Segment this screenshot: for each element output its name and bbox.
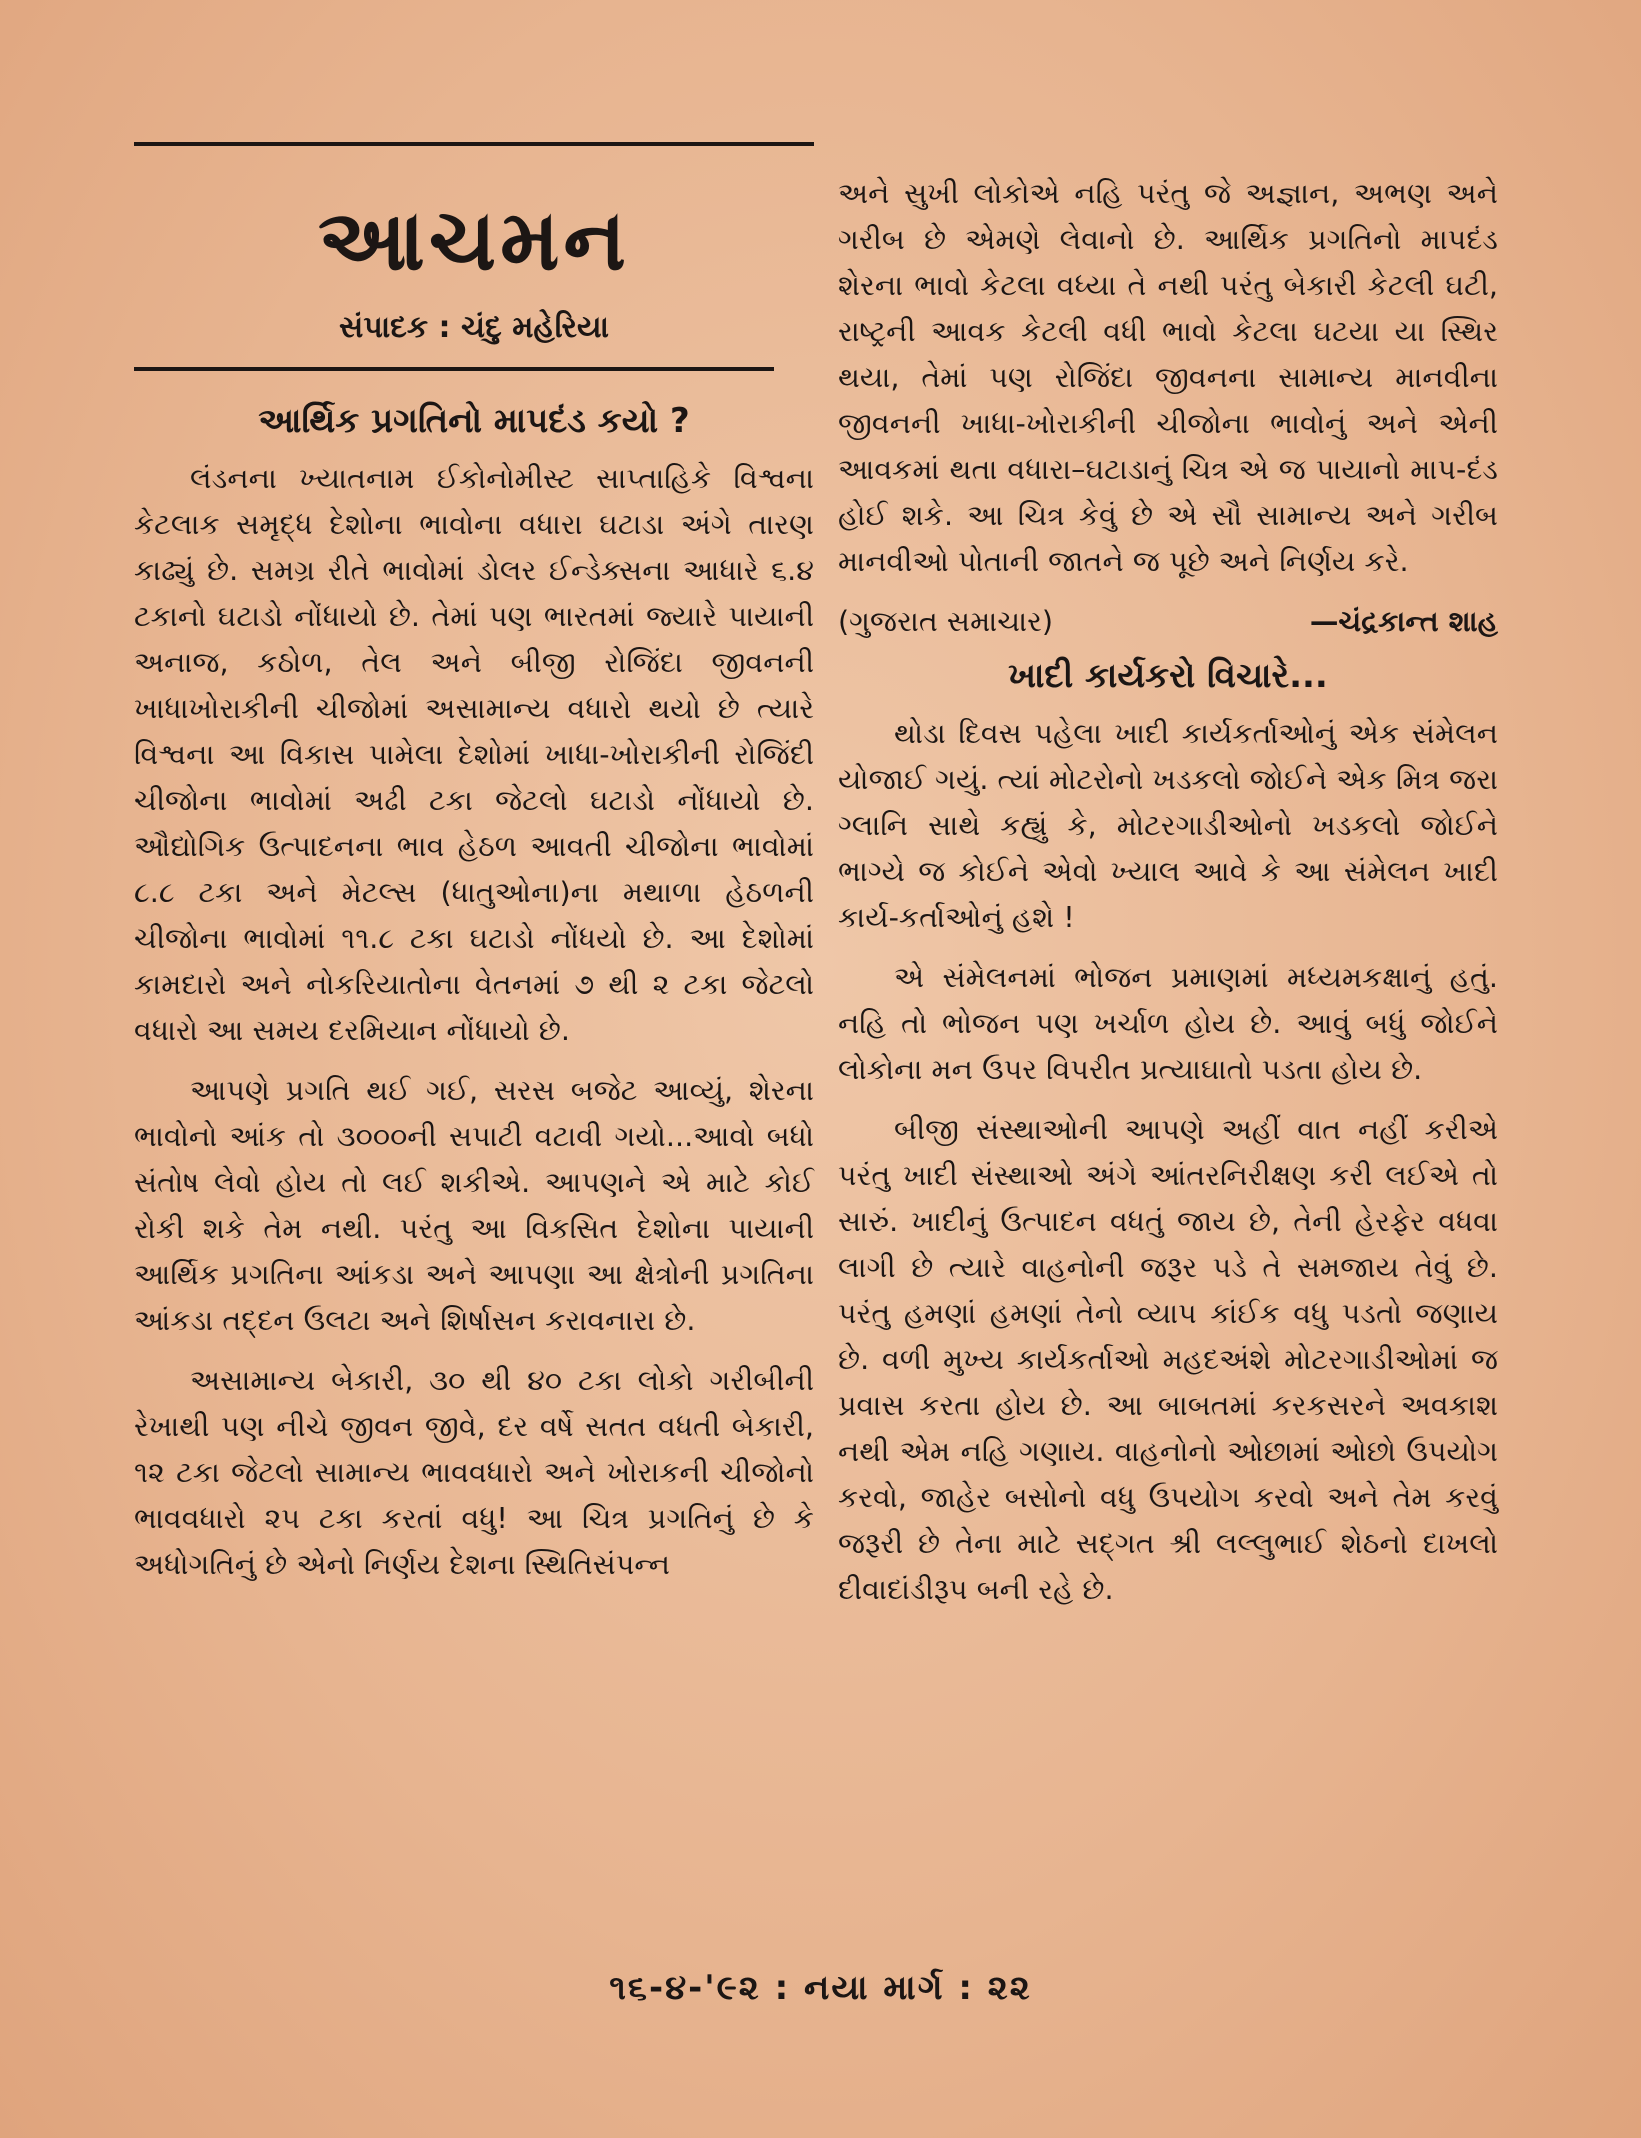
masthead — [134, 190, 814, 345]
article1-continued-paragraph: અને સુખી લોકોએ નહિ પરંતુ જે અજ્ઞાન, અભણ અને ગરીબ છે એમણે લેવાનો છે. આર્થિક પ્રગતિનો માપદંડ શેરના ભાવો કેટલા વધ્યા તે નથી પરંતુ બેકારી કેટલી ઘટી, રાષ્ટ્રની આવક કેટલી વધી ભાવો કેટલા ઘટયા યા સ્થિર થયા, તેમાં પણ રોજિંદા જીવનના સામાન્ય માનવીના જીવનની ખાધા-ખોરાકીની ચીજોના ભાવોનું અને એની આવકમાં થતા વધારા–ઘટાડાનું ચિત્ર એ જ પાયાનો માપ-દંડ હોઈ શકે. આ ચિત્ર કેવું છે એ સૌ સામાન્ય અને ગરીબ માનવીઓ પોતાની જાતને જ પૂછે અને નિર્ણય કરે. — [838, 176, 1498, 578]
page-footer: ૧૬-૪-'૯૨ : નયા માર્ગ : ૨૨ — [609, 1968, 1032, 2008]
left-column — [134, 142, 814, 1601]
article1-paragraph: અસામાન્ય બેકારી, ૩૦ થી ૪૦ ટકા લોકો ગરીબીની રેખાથી પણ નીચે જીવન જીવે, દર વર્ષે સતત વધતી બેકારી, ૧૨ ટકા જેટલો સામાન્ય ભાવવધારો અને ખોરાકની ચીજોનો ભાવવધારો ૨૫ ટકા કરતાં વધુ! આ ચિત્ર પ્રગતિનું છે કે અધોગતિનું છે એનો નિર્ણય દેશના સ્થિતિસંપન્ન — [134, 1363, 814, 1581]
article2-paragraph: એ સંમેલનમાં ભોજન પ્રમાણમાં મધ્યમકક્ષાનું હતું. નહિ તો ભોજન પણ ખર્ચાળ હોય છે. આવું બધું જોઈને લોકોના મન ઉપર વિપરીત પ્રત્યાઘાતો પડતા હોય છે. — [838, 960, 1498, 1086]
article1-paragraph: આપણે પ્રગતિ થઈ ગઈ, સરસ બજેટ આવ્યું, શેરના ભાવોનો આંક તો ૩૦૦૦ની સપાટી વટાવી ગયો...આવો બધો સંતોષ લેવો હોય તો લઈ શકીએ. આપણને એ માટે કોઈ રોકી શકે તેમ નથી. પરંતુ આ વિકસિત દેશોના પાયાની આર્થિક પ્રગતિના આંકડા અને આપણા આ ક્ષેત્રોની પ્રગતિના આંકડા તદ્દન ઉલટા અને શિર્ષાસન કરાવનારા છે. — [134, 1073, 814, 1337]
column-title: આચમન — [318, 190, 630, 289]
right-column — [838, 170, 1498, 1626]
top-rule — [134, 142, 814, 146]
article1-credit — [838, 598, 1498, 644]
editor-credit: સંપાદક : ચંદુ મહેરિયા — [339, 310, 609, 345]
article1-heading: આર્થિક પ્રગતિનો માપદંડ કયો ? — [258, 401, 690, 441]
article2-heading: ખાદી કાર્યકરો વિચારે... — [1008, 656, 1328, 696]
article2-paragraph: બીજી સંસ્થાઓની આપણે અહીં વાત નહીં કરીએ પરંતુ ખાદી સંસ્થાઓ અંગે આંતરનિરીક્ષણ કરી લઈએ તો સારું. ખાદીનું ઉત્પાદન વધતું જાય છે, તેની હેરફેર વધવા લાગી છે ત્યારે વાહનોની જરૂર પડે તે સમજાય તેવું છે. પરંતુ હમણાં હમણાં તેનો વ્યાપ કાંઈક વધુ પડતો જણાય છે. વળી મુખ્ય કાર્યકર્તાઓ મહદઅંશે મોટરગાડીઓમાં જ પ્રવાસ કરતા હોય છે. આ બાબતમાં કરકસરને અવકાશ નથી એમ નહિ ગણાય. વાહનોનો ઓછામાં ઓછો ઉપયોગ કરવો, જાહેર બસોનો વધુ ઉપયોગ કરવો અને તેમ કરવું જરૂરી છે તેના માટે સદ્ગત શ્રી લલ્લુભાઈ શેઠનો દાખલો દીવાદાંડીરૂપ બની રહે છે. — [838, 1112, 1498, 1606]
masthead-rule — [134, 367, 774, 371]
article1-paragraph: લંડનના ખ્યાતનામ ઈકોનોમીસ્ટ સાપ્તાહિકે વિશ્વના કેટલાક સમૃદ્ધ દેશોના ભાવોના વધારા ઘટાડા અંગે તારણ કાઢ્યું છે. સમગ્ર રીતે ભાવોમાં ડોલર ઈન્ડેક્સના આધારે ૬.૪ ટકાનો ઘટાડો નોંધાયો છે. તેમાં પણ ભારતમાં જ્યારે પાયાની અનાજ, કઠોળ, તેલ અને બીજી રોજિંદા જીવનની ખાધાખોરાકીની ચીજોમાં અસામાન્ય વધારો થયો છે ત્યારે વિશ્વના આ વિકાસ પામેલા દેશોમાં ખાધા-ખોરાકીની રોજિંદી ચીજોના ભાવોમાં અઢી ટકા જેટલો ઘટાડો નોંધાયો છે. ઔદ્યોગિક ઉત્પાદનના ભાવ હેઠળ આવતી ચીજોના ભાવોમાં ૮.૮ ટકા અને મેટલ્સ (ધાતુઓના)ના મથાળા હેઠળની ચીજોના ભાવોમાં ૧૧.૮ ટકા ઘટાડો નોંધયો છે. આ દેશોમાં કામદારો અને નોકરિયાતોના વેતનમાં ૭ થી ૨ ટકા જેટલો વધારો આ સમય દરમિયાન નોંધાયો છે. — [134, 461, 814, 1047]
article1-author: —ચંદ્રકાન્ત શાહ — [1309, 604, 1498, 638]
article2-paragraph: થોડા દિવસ પહેલા ખાદી કાર્યકર્તાઓનું એક સંમેલન યોજાઈ ગયું. ત્યાં મોટરોનો ખડકલો જોઈને એક મિત્ર જરા ગ્લાનિ સાથે કહ્યું કે, મોટરગાડીઓનો ખડકલો જોઈને ભાગ્યે જ કોઈને એવો ખ્યાલ આવે કે આ સંમેલન ખાદી કાર્ય-કર્તાઓનું હશે ! — [838, 716, 1498, 934]
article1-source: (ગુજરાત સમાચાર) — [838, 604, 1054, 638]
